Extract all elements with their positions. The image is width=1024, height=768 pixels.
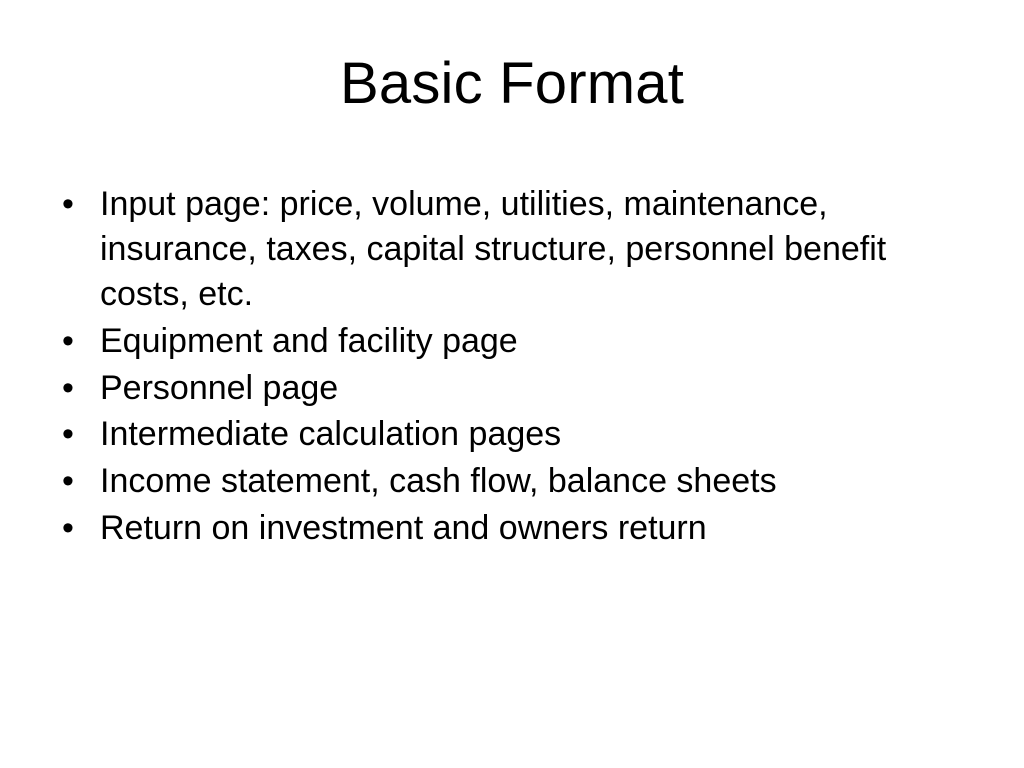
- bullet-icon: •: [62, 368, 74, 407]
- list-item-label: Equipment and facility page: [100, 321, 518, 360]
- list-item: [54, 506, 974, 551]
- page-title: Basic Format: [339, 51, 685, 116]
- list-item-label: Personnel page: [100, 368, 339, 407]
- list-item: [54, 459, 974, 504]
- list-item-label: Input page: price, volume, utilities, maintenance, insurance, taxes, capital structure, personnel benefit costs, etc.: [100, 185, 887, 313]
- bullet-icon: •: [62, 185, 74, 223]
- list-item: [54, 319, 974, 364]
- list-item: [54, 366, 974, 411]
- bullet-icon: •: [62, 509, 74, 548]
- list-item-label: Income statement, cash flow, balance sheets: [100, 462, 777, 501]
- list-item: [54, 412, 974, 457]
- list-item-label: Intermediate calculation pages: [100, 415, 562, 454]
- bullet-icon: •: [62, 462, 74, 501]
- list-item: [54, 182, 974, 317]
- bullet-icon: •: [62, 415, 74, 454]
- bullet-list: [54, 182, 974, 553]
- bullet-icon: •: [62, 321, 74, 360]
- list-item-label: Return on investment and owners return: [100, 509, 707, 548]
